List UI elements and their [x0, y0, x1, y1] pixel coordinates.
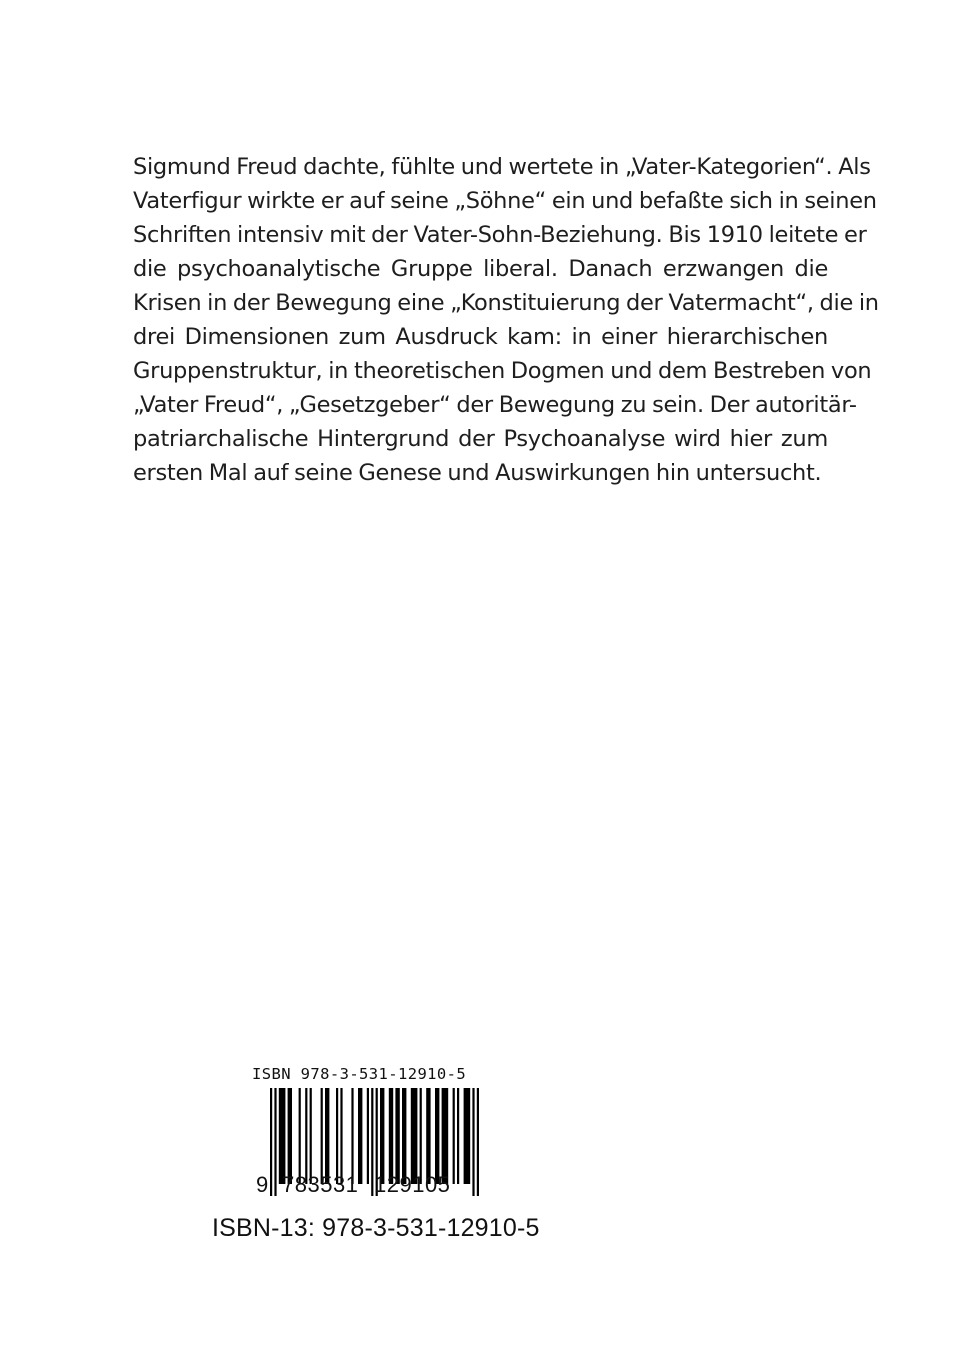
barcode-bar	[367, 1088, 369, 1184]
barcode-bar	[340, 1088, 342, 1184]
barcode-bar	[389, 1088, 393, 1184]
barcode-bar	[380, 1088, 384, 1184]
barcode-bar	[299, 1088, 301, 1184]
barcode-bar	[442, 1088, 449, 1184]
barcode-bar	[325, 1088, 329, 1184]
isbn13-label: ISBN-13: 978-3-531-12910-5	[212, 1214, 540, 1242]
blurb-line: Gruppenstruktur, in theoretischen Dogmen und dem Bestreben von	[133, 358, 872, 384]
barcode-bar	[279, 1088, 286, 1184]
barcode-bar	[426, 1088, 430, 1184]
blurb-line: patriarchalische Hintergrund der Psychoanalyse wird hier zum	[133, 426, 828, 452]
barcode-digit-first: 9	[256, 1172, 269, 1197]
blurb-text	[133, 150, 879, 490]
barcode-bar	[305, 1088, 307, 1184]
barcode-digits-right: 129105	[374, 1172, 451, 1197]
blurb-line: Vaterfigur wirkte er auf seine „Söhne“ ein und befaßte sich in seinen	[133, 188, 877, 214]
blurb-line: Krisen in der Bewegung eine „Konstituierung der Vatermacht“, die in	[133, 290, 879, 316]
barcode-bar	[358, 1088, 362, 1184]
barcode-bar	[351, 1088, 353, 1184]
barcode-bar	[420, 1088, 422, 1184]
barcode-bar	[336, 1088, 338, 1184]
barcode-isbn-label: ISBN 978-3-531-12910-5	[252, 1065, 467, 1083]
barcode-bar	[464, 1088, 471, 1184]
barcode-bar	[402, 1088, 406, 1184]
barcode-bar	[435, 1088, 439, 1184]
blurb-line: Sigmund Freud dachte, fühlte und wertete in „Vater-Kategorien“. Als	[133, 154, 871, 180]
barcode-bar	[310, 1088, 312, 1184]
barcode-bar	[453, 1088, 455, 1184]
blurb-line: die psychoanalytische Gruppe liberal. Danach erzwangen die	[133, 256, 828, 282]
barcode-bar	[288, 1088, 292, 1184]
barcode-bar	[321, 1088, 323, 1184]
barcode	[248, 1064, 498, 1084]
blurb-line: ersten Mal auf seine Genese und Auswirkungen hin untersucht.	[133, 460, 822, 486]
barcode-bar	[395, 1088, 399, 1184]
barcode-digits	[248, 1172, 478, 1200]
barcode-digits-left: 783531	[282, 1172, 359, 1197]
blurb-line: „Vater Freud“, „Gesetzgeber“ der Bewegung zu sein. Der autoritär-	[133, 392, 857, 418]
barcode-bar	[457, 1088, 459, 1184]
blurb-line: Schriften intensiv mit der Vater-Sohn-Beziehung. Bis 1910 leitete er	[133, 222, 867, 248]
blurb-line: drei Dimensionen zum Ausdruck kam: in einer hierarchischen	[133, 324, 828, 350]
barcode-bar	[411, 1088, 418, 1184]
